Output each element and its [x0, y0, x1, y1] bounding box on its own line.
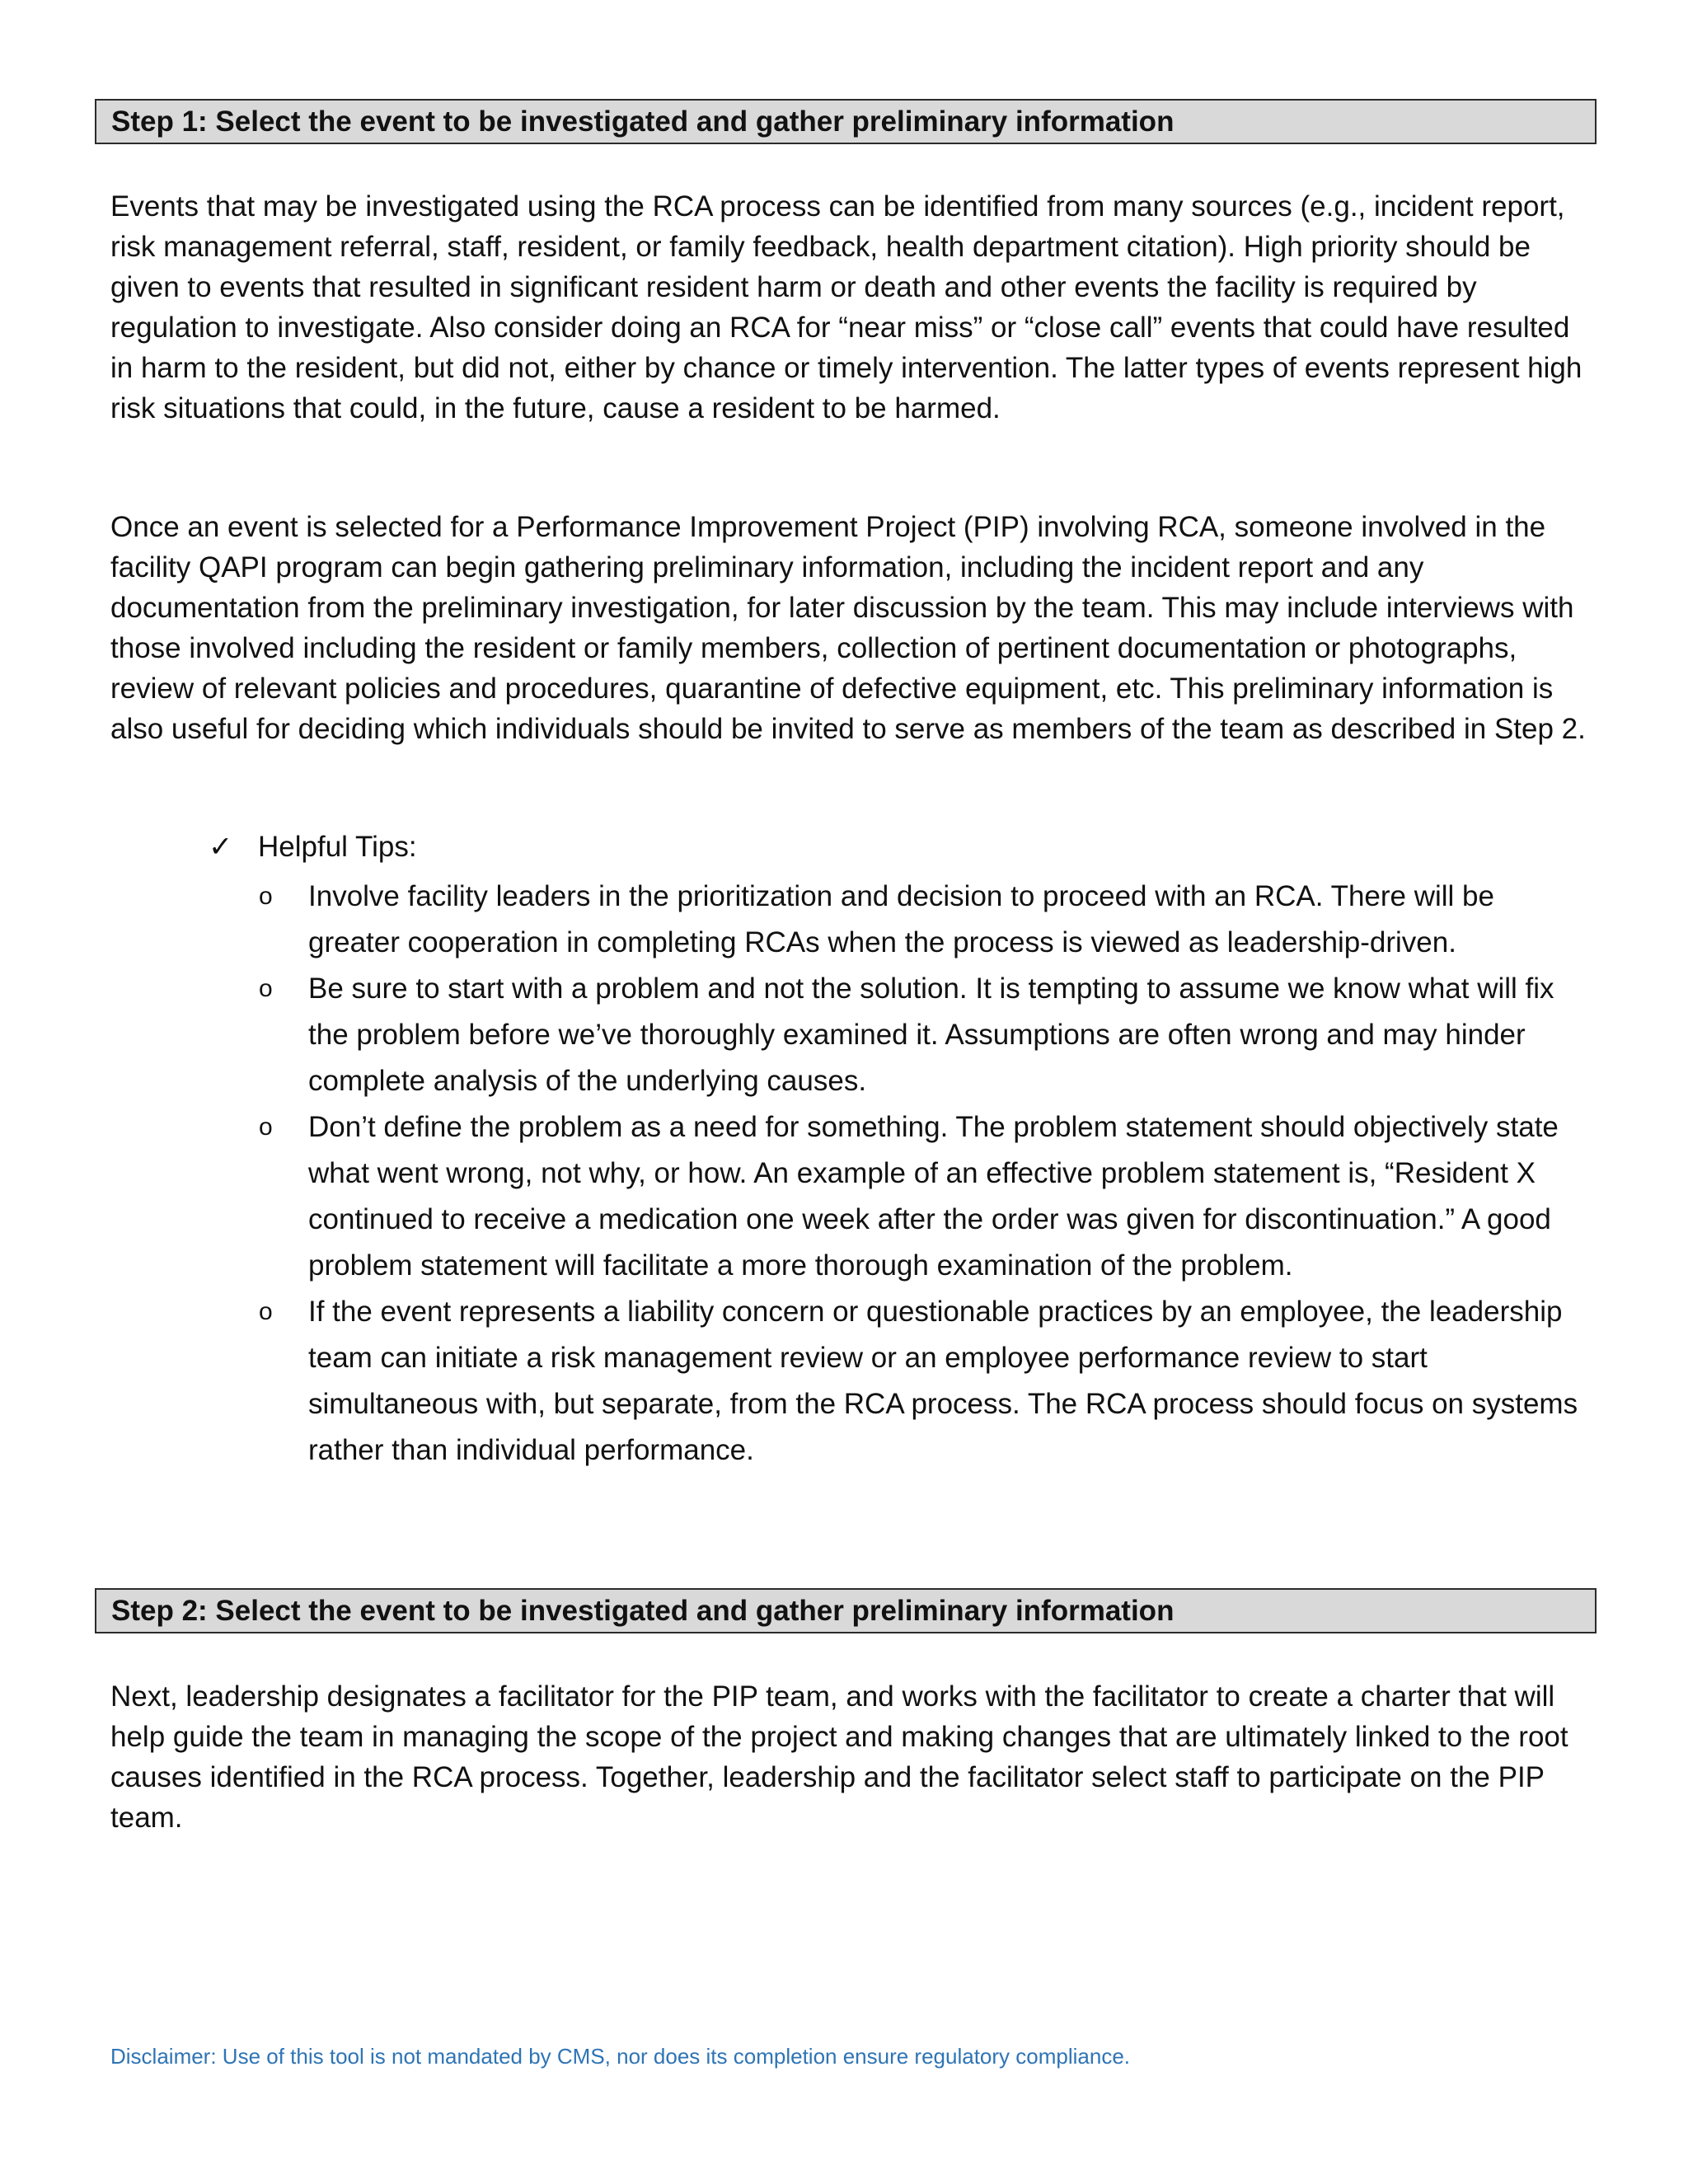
disclaimer-footer: Disclaimer: Use of this tool is not mandated by CMS, nor does its completion ensure regulatory compliance. — [110, 2044, 1131, 2069]
tip-text: If the event represents a liability concern or questionable practices by an employee, the leadership team can initiate a risk management review or an employee performance review to start simultaneous with, but separate, from the RCA process. The RCA process should focus on systems rather than individual performance. — [308, 1296, 1578, 1466]
step2-paragraph-1: Next, leadership designates a facilitator for the PIP team, and works with the facilitator to create a charter that will help guide the team in managing the scope of the project and making changes that are ultimately linked to the root causes identified in the RCA process. Together, leadership and the facilitator select staff to participate on the PIP team. — [110, 1680, 1568, 1834]
step2-header: Step 2: Select the event to be investigated and gather preliminary information — [95, 1588, 1597, 1633]
step1-paragraph-1: Events that may be investigated using the RCA process can be identified from many sources (e.g., incident report, risk management referral, staff, resident, or family feedback, health department citation). High priority should be given to events that resulted in significant resident harm or death and other events the facility is required by regulation to investigate. Also consider doing an RCA for “near miss” or “close call” events that could have resulted in harm to the resident, but did not, either by chance or timely intervention. The latter types of events represent high risk situations that could, in the future, cause a resident to be harmed. — [110, 190, 1582, 424]
bullet-icon: o — [259, 1113, 273, 1141]
helpful-tips-list — [259, 874, 1586, 1474]
helpful-tips-heading — [209, 827, 417, 867]
bullet-icon: o — [259, 975, 273, 1002]
bullet-icon: o — [259, 1298, 273, 1325]
list-item — [259, 1104, 1586, 1289]
helpful-tips-label: Helpful Tips: — [258, 831, 417, 863]
list-item — [259, 1289, 1586, 1474]
checkmark-icon: ✓ — [209, 831, 233, 863]
tip-text: Be sure to start with a problem and not the solution. It is tempting to assume we know what will fix the problem before we’ve thoroughly examined it. Assumptions are often wrong and may hinder complete analysis of the underlying causes. — [308, 972, 1554, 1097]
bullet-icon: o — [259, 883, 273, 910]
list-item — [259, 966, 1586, 1104]
step1-header: Step 1: Select the event to be investigated and gather preliminary information — [95, 99, 1597, 144]
list-item — [259, 874, 1586, 966]
tip-text: Involve facility leaders in the prioritization and decision to proceed with an RCA. There will be greater cooperation in completing RCAs when the process is viewed as leadership-driven. — [308, 880, 1494, 958]
step1-paragraph-2: Once an event is selected for a Performance Improvement Project (PIP) involving RCA, someone involved in the facility QAPI program can begin gathering preliminary information, including the incident report and any documentation from the preliminary investigation, for later discussion by the team. This may include interviews with those involved including the resident or family members, collection of pertinent documentation or photographs, review of relevant policies and procedures, quarantine of defective equipment, etc. This preliminary information is also useful for deciding which individuals should be invited to serve as members of the team as described in Step 2. — [110, 511, 1586, 745]
tip-text: Don’t define the problem as a need for something. The problem statement should objectively state what went wrong, not why, or how. An example of an effective problem statement is, “Resident X continued to receive a medication one week after the order was given for discontinuation.” A good problem statement will facilitate a more thorough examination of the problem. — [308, 1111, 1559, 1282]
